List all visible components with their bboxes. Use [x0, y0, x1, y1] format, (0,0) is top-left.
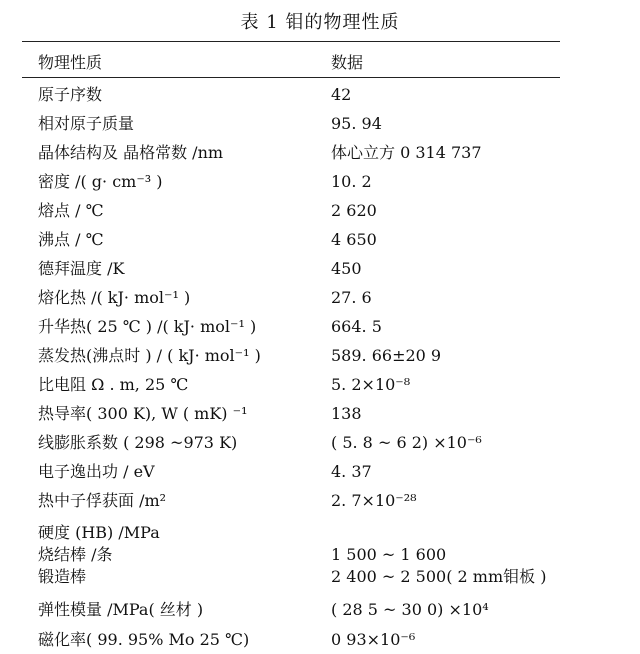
header-data: 数据 [331, 53, 364, 72]
row-property: 密度 /( g· cm⁻³ ) [38, 172, 163, 191]
row-value: 4 650 [331, 230, 377, 249]
hardness-sub2-value: 2 400 ~ 2 500( 2 mm钼板 ) [331, 567, 547, 586]
row-value: 42 [331, 85, 352, 104]
hardness-sub1: 烧结棒 /条 [38, 545, 113, 564]
row-value: 0 93×10⁻⁶ [331, 630, 416, 649]
row-property: 晶体结构及 晶格常数 /nm [38, 143, 224, 162]
table-row [38, 312, 560, 341]
row-property: 线膨胀系数 ( 298 ~973 K) [38, 433, 238, 452]
table-row [38, 254, 560, 283]
row-property: 熔化热 /( kJ· mol⁻¹ ) [38, 288, 191, 307]
table-row-hardness [38, 515, 560, 594]
row-value: ( 5. 8 ~ 6 2) ×10⁻⁶ [331, 433, 482, 452]
hardness-sub1-value: 1 500 ~ 1 600 [331, 545, 447, 564]
row-property: 比电阻 Ω . m, 25 ℃ [38, 375, 189, 394]
row-property: 沸点 / ℃ [38, 230, 104, 249]
row-property: 电子逸出功 / eV [38, 462, 155, 481]
row-value: 2. 7×10⁻²⁸ [331, 491, 417, 510]
row-property: 蒸发热(沸点时 ) / ( kJ· mol⁻¹ ) [38, 346, 261, 365]
header-property: 物理性质 [38, 53, 103, 72]
row-value: 95. 94 [331, 114, 382, 133]
row-value: 10. 2 [331, 172, 372, 191]
row-value: 27. 6 [331, 288, 372, 307]
row-property: 熔点 / ℃ [38, 201, 104, 220]
row-value: 664. 5 [331, 317, 382, 336]
row-value: ( 28 5 ~ 30 0) ×10⁴ [331, 600, 489, 619]
row-property: 原子序数 [38, 85, 103, 104]
row-property: 热中子俘获面 /m² [38, 491, 167, 510]
table-row [38, 196, 560, 225]
table-row [38, 109, 560, 138]
row-value [331, 522, 560, 588]
table-row [38, 428, 560, 457]
table-row [38, 594, 560, 625]
row-value: 5. 2×10⁻⁸ [331, 375, 411, 394]
table-row [38, 167, 560, 196]
row-value: 450 [331, 259, 362, 278]
row-value: 2 620 [331, 201, 377, 220]
table-row [38, 341, 560, 370]
row-value: 589. 66±20 9 [331, 346, 442, 365]
table-row [38, 486, 560, 515]
table-header [38, 50, 560, 73]
row-property: 弹性模量 /MPa( 丝材 ) [38, 600, 204, 619]
row-property: 升华热( 25 ℃ ) /( kJ· mol⁻¹ ) [38, 317, 257, 336]
row-value: 4. 37 [331, 462, 372, 481]
row-value: 体心立方 0 314 737 [331, 143, 482, 162]
table-row [38, 370, 560, 399]
table-body [38, 80, 560, 654]
row-property: 德拜温度 /K [38, 259, 125, 278]
hardness-label: 硬度 (HB) /MPa [38, 523, 160, 542]
row-property: 磁化率( 99. 95% Mo 25 ℃) [38, 630, 250, 649]
row-value: 138 [331, 404, 362, 423]
table-top-rule [22, 41, 560, 42]
table-header-rule [22, 77, 560, 78]
table-row [38, 625, 560, 654]
row-property [38, 522, 331, 588]
hardness-sub2: 锻造棒 [38, 567, 87, 586]
table-row [38, 138, 560, 167]
table-title: 表 1 钼的物理性质 [240, 12, 400, 33]
table-row [38, 283, 560, 312]
table-row [38, 457, 560, 486]
row-property: 热导率( 300 K), W ( mK) ⁻¹ [38, 404, 248, 423]
table-row [38, 399, 560, 428]
table-row [38, 80, 560, 109]
table-row [38, 225, 560, 254]
row-property: 相对原子质量 [38, 114, 135, 133]
